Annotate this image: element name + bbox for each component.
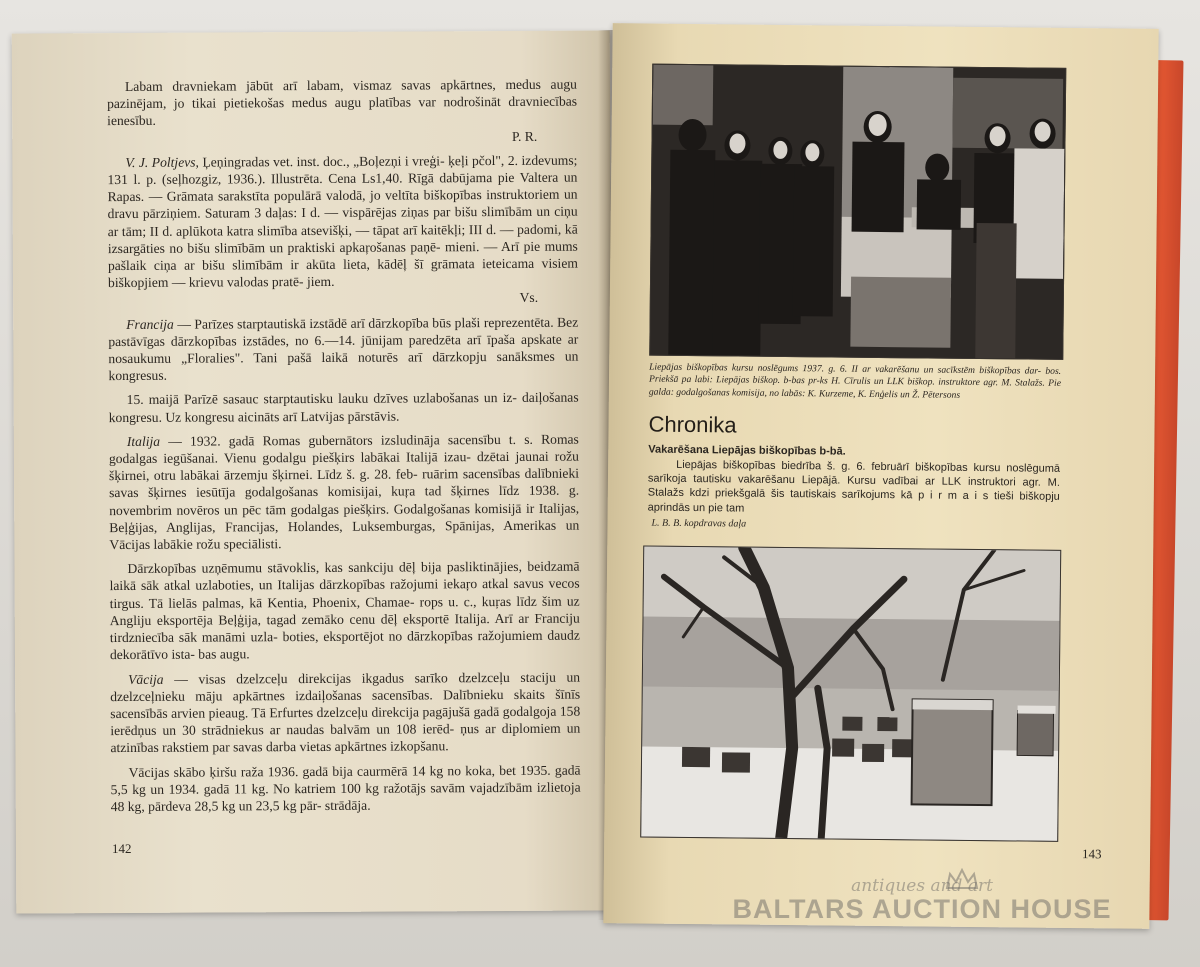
left-page bbox=[12, 30, 615, 913]
italy-text: — 1932. gadā Romas gubernātors izsludināja sacensību t. s. Romas godalgas iegūšanai. Vienu godalgu piešķirs labākai Italijā izau- dzētai jaunai rožu šķirnei, otru labākai ārzemju šķirnei. Līdz š. g. 28. feb- ruārim sacensības dalībnieki savas šķirnes iesūtīja godalgošanas komisijai, kuŗa tad šķirnes līdz 1938. g. novembrim novēros un pēc tām godalgas piešķirs. Godalgošanas komisijā ir Italijas, Beļģijas, Anglijas, Francijas, Holandes, Luksemburgas, Spānijas, Amerikas un Vācijas labākie rožu speciālisti. bbox=[108, 431, 580, 553]
germany-text: — visas dzelzceļu direkcijas ikgadus sarīko dzelzceļu staciju un dzelzceļnieku māju apkārtnes izdaiļošanas sacensības. Dalībnieku skaits šīnīs sacensībās arvien pieaug. Tā Erfurtes dzelzceļu direkcija pagājušā gadā godalgoja 158 ierēdņus un 30 strādniekus ar naudas balvām un 108 ierēd- ņus ar diplomiem un atzinības rakstiem par savas darba vietas apkārtnes izkopšanu. bbox=[110, 669, 581, 756]
article-text bbox=[648, 458, 1061, 519]
article-title: Vakarēšana Liepājas biškopības b-bā. bbox=[648, 443, 846, 458]
page-number-right: 143 bbox=[1081, 846, 1102, 862]
photo-credit: L. B. B. kopdravas daļa bbox=[651, 517, 747, 530]
watermark-tagline: antiques and art bbox=[851, 876, 993, 896]
paragraph-book-review bbox=[107, 151, 578, 291]
book-review-text: Ļeņingradas vet. inst. doc., „Boļezņi i vreģi- ķeļi pčol", 2. izdevums; 131 l. p. (seļhozgiz, 1936.). Illustrēta. Cena Ls1,40. Rīgā dabūjama pie Valtera un Rapas. — Grāmata sarakstīta populārā valodā, jo veltīta biškopības instruktoriem un dravu pārziņiem. Saturam 3 daļas: I d. — vispārējas ziņas par bišu slimībām un ciņu ar tām; II d. aplūkota katra slimība atsevišķi, — tāpat arī kaitēkļi; III d. — padomi, kā izsargāties no bišu slimībām un praktiski apkaŗošanas paņē- mieni. — Arī pie mums pašlaik ciņa ar bišu slimībām ir akūta lieta, kādēļ šī grāmata ieteicama visiem biškopjiem — krievu valodas pratē- jiem. bbox=[107, 152, 578, 291]
paragraph-germany bbox=[110, 668, 580, 756]
auction-house-watermark bbox=[722, 876, 1122, 925]
watermark-brand: BALTARS AUCTION HOUSE bbox=[732, 894, 1112, 924]
signature-vs: Vs. bbox=[519, 290, 539, 306]
paragraph-cherries: Vācijas skābo ķiršu raža 1936. gadā bija caurmērā 14 kg no koka, bet 1935. gadā 5,5 kg un 1934. gadā 11 kg. No katriem 100 kg ražotājs savām vajadzībām izlietoja 48 kg, pārdeva 28,5 kg un 23,5 kg pār- strādāja. bbox=[110, 762, 581, 814]
author-name: V. J. Poltjevs, bbox=[125, 154, 199, 170]
left-page-text bbox=[107, 76, 581, 823]
country-france: Francija bbox=[126, 316, 174, 332]
section-title: Chronika bbox=[648, 411, 737, 438]
group-photo bbox=[649, 64, 1066, 360]
right-page bbox=[603, 23, 1158, 929]
article-body: Liepājas biškopības biedrība š. g. 6. februārī biškopības kursu noslēgumā sarīkoja tautisku vakarēšanu Liepājā. Kursu vadībai ar LLK instruktori agr. M. Stalažs kdzi priekšgalā šis tautiskais sarīkojums kā p i r m a i s tieši biškopju aprindās un pie tam bbox=[647, 458, 1061, 515]
apiary-winter-illustration bbox=[641, 547, 1060, 841]
apiary-photo bbox=[640, 546, 1061, 842]
signature-pr: P. R. bbox=[511, 128, 538, 144]
paragraph-paris-congress: 15. maijā Parīzē sasauc starptautisku lauku dzīves uzlabošanas un iz- daiļošanas kongresu. Uz kongresu aicināts arī Latvijas pārstāvis. bbox=[108, 390, 579, 425]
group-photo-caption: Liepājas biškopības kursu noslēgums 1937. g. 6. II ar vakarēšanu un sacīkstēm biškopības dar- bos. Priekšā pa labi: Liepājas biškop. b-bas pr-ks H. Cīrulis un LLK biškop. instruktore agr. M. Stalažs. Pie galda: godalgošanas komisija, no labās: K. Kurzeme, K. Enģelis un Ž. Pētersons bbox=[648, 361, 1062, 401]
paragraph-italy bbox=[109, 430, 580, 553]
paragraph-italy-trade: Dārzkopības uzņēmumu stāvoklis, kas sankciju dēļ bija pasliktinājies, beidzamā laikā sāk atkal uzlaboties, un Italijas dārzkopības ražojumi iekaŗo atkal savus vecos tirgus. Tā lielās palmas, kā Kentia, Phoenix, Chamae- rops u. c., kuŗas līdz šim uz Angliju eksportēja Beļģija, tagad zemāko cenu dēļ eksportē Italija. Arī ar Franciju tirdzniecība sāk manāmi uzla- boties, eksportējot no dārzkopības ražojumiem daudz dekorātīvo ista- bas augu. bbox=[109, 558, 580, 663]
page-number-left: 142 bbox=[111, 840, 132, 857]
france-text: — Parīzes starptautiskā izstādē arī dārzkopība būs plaši reprezentēta. Bez pastāvīgas dārzkopības izstādes, no 6.—14. jūnijam paredzēta arī īpaša apskate ar nosaukumu „Floralies". Tani pašā laikā noturēs arī dārzkopju sanāksmes un kongresus. bbox=[108, 314, 579, 384]
paragraph-france bbox=[108, 313, 578, 384]
group-photo-illustration bbox=[650, 65, 1065, 359]
country-germany: Vācija bbox=[128, 671, 164, 687]
country-italy: Italija bbox=[126, 433, 161, 449]
paragraph-honey-plants: Labam dravniekam jābūt arī labam, vismaz savas apkārtnes, medus augu pazinējam, jo tikai pietiekošas medus augu platības var nodrošināt dravniecības ienesību. bbox=[107, 76, 578, 129]
